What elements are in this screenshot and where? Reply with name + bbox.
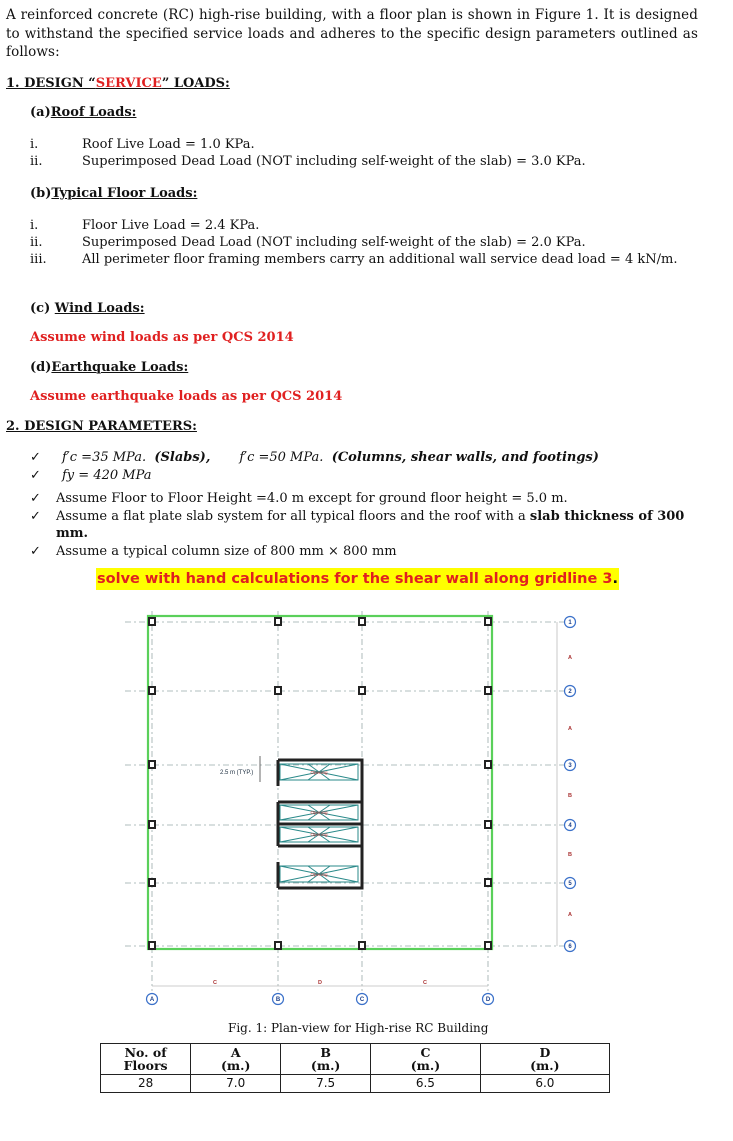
bay-label: A [568,726,572,732]
typical-item-text: Floor Live Load = 2.4 KPa. [82,218,260,233]
slab-text: Assume a flat plate slab system for all typical floors and the roof with a [56,509,530,524]
roof-label: (a) [30,105,51,120]
floor-plan [120,606,590,1014]
wind-heading [30,301,145,316]
roof-item-text: Roof Live Load = 1.0 KPa. [82,137,255,152]
check-icon: ✓ [30,450,41,465]
wind-title: Wind Loads: [54,301,145,316]
col-bubbles [147,994,494,1005]
fy-value: fy = 420 MPa [62,468,152,483]
bay-label: B [568,852,572,858]
table-header-row [101,1044,610,1075]
svg-text:Opening: Opening [310,832,328,837]
height-text: Assume Floor to Floor Height =4.0 m except for ground floor height = 5.0 m. [56,491,568,506]
header-cell: A (m.) [191,1044,281,1075]
columns [149,618,491,949]
task-period: . [612,571,618,587]
value-cell: 6.0 [480,1075,609,1093]
bay-label: A [568,912,572,918]
value-cell: 6.5 [371,1075,481,1093]
slab-tag: (Slabs), [154,450,211,465]
row-label: 6 [568,944,572,950]
header-cell: D (m.) [480,1044,609,1075]
col-label: D [485,997,491,1003]
typical-label: (b) [30,186,52,201]
column-text: Assume a typical column size of 800 mm × 800 mm [56,544,397,559]
roof-heading [30,105,136,120]
dimensions-table [100,1043,610,1093]
span-label: C [213,980,217,986]
value-cell: 7.5 [281,1075,371,1093]
task-text: solve with hand calculations for the shear wall along gridline 3 [97,571,613,587]
roof-title: Roof Loads: [50,105,137,120]
value-cell: 7.0 [191,1075,281,1093]
wind-label: (c) [30,301,51,316]
typical-item-text: All perimeter floor framing members carry an additional wall service dead load = 4 kN/m. [82,252,678,267]
figure-caption: Fig. 1: Plan-view for High-rise RC Building [228,1021,489,1035]
header-cell: B (m.) [281,1044,371,1075]
row-label: 2 [568,689,572,695]
slab-outline [148,616,492,949]
svg-text:Opening: Opening [310,872,328,877]
roof-item-num: i. [30,137,39,152]
fc-slab: f′c =35 MPa. [62,450,147,465]
shear-wall-core [278,760,362,888]
col-label: A [149,997,155,1003]
quake-heading [30,360,188,375]
row-label: 3 [568,763,572,769]
check-icon: ✓ [30,509,41,524]
roof-item-text: Superimposed Dead Load (NOT including self-weight of the slab) = 3.0 KPa. [82,154,586,169]
roof-item-num: ii. [30,154,43,169]
task-highlight [96,568,619,590]
svg-text:Opening: Opening [310,810,328,815]
section1-highlight: SERVICE [95,76,162,91]
row-bubbles [565,617,576,952]
col-label: C [359,997,365,1003]
row-label: 1 [568,620,572,626]
section2-heading: 2. DESIGN PARAMETERS: [6,419,197,434]
header-cell: C (m.) [371,1044,481,1075]
section1-suffix: ” LOADS: [161,76,230,91]
col-label: B [275,997,281,1003]
table-row [101,1075,610,1093]
wind-note: Assume wind loads as per QCS 2014 [30,330,294,345]
section1-heading [6,76,230,91]
typical-title: Typical Floor Loads: [51,186,198,201]
typical-item-text: Superimposed Dead Load (NOT including self-weight of the slab) = 2.0 KPa. [82,235,586,250]
span-label: D [318,980,322,986]
typical-item-num: i. [30,218,39,233]
typical-item-num: iii. [30,252,47,267]
check-icon: ✓ [30,468,41,483]
quake-note: Assume earthquake loads as per QCS 2014 [30,389,343,404]
row-label: 4 [568,823,572,829]
bay-label: B [568,793,572,799]
row-label: 5 [568,881,572,887]
svg-text:Opening: Opening [310,770,328,775]
bay-label: A [568,655,572,661]
col-tag: (Columns, shear walls, and footings) [331,450,599,465]
fc-col: f′c =50 MPa. [239,450,324,465]
header-cell: No. of Floors [101,1044,191,1075]
check-icon: ✓ [30,544,41,559]
typical-heading [30,186,197,201]
check-icon: ✓ [30,491,41,506]
span-label: C [423,980,427,986]
section1-prefix: 1. DESIGN “ [6,76,96,91]
quake-title: Earthquake Loads: [51,360,189,375]
slab-thickness: slab thickness of 300 mm. [56,509,685,541]
value-cell: 28 [101,1075,191,1093]
quake-label: (d) [30,360,52,375]
dim-note: 2.5 m (TYP.) [220,770,254,776]
intro-paragraph: A reinforced concrete (RC) high-rise building, with a floor plan is shown in Figure 1. It is designed to withstand the specified service loads and adheres to the specific design parameters outlined as follows: [6,7,698,60]
typical-item-num: ii. [30,235,43,250]
